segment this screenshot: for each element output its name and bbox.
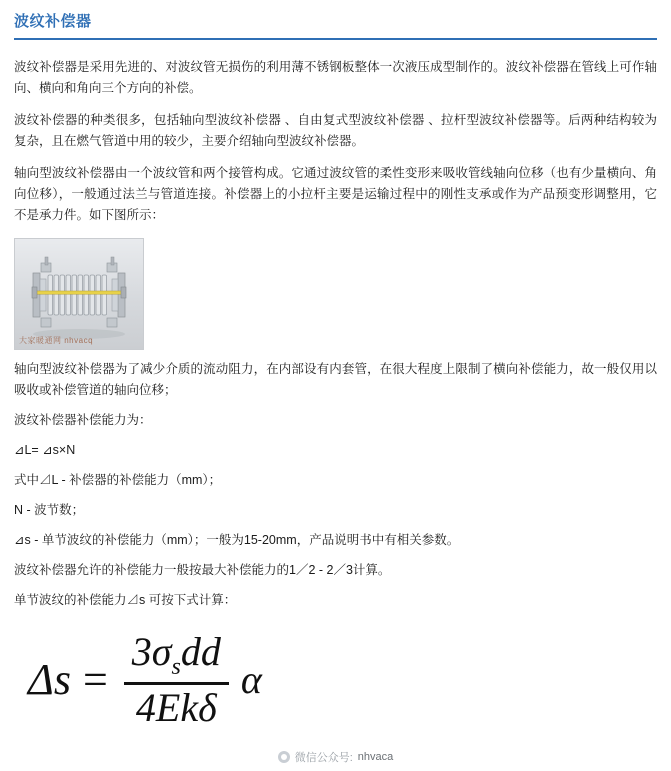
formula-line-1: ⊿L= ⊿s×N bbox=[14, 443, 76, 457]
formula-line-3: N - 波节数； bbox=[14, 503, 85, 517]
page-title: 波纹补偿器 bbox=[14, 13, 92, 30]
paragraph-7: 单节波纹的补偿能力⊿s 可按下式计算： bbox=[14, 593, 237, 607]
paragraph-5: 波纹补偿器补偿能力为： bbox=[14, 413, 152, 427]
equation-fraction bbox=[124, 629, 229, 731]
figure-watermark: 大家暖通网 nhvacq bbox=[19, 336, 94, 345]
equation-numerator-rest: dd bbox=[180, 629, 221, 674]
paragraph-1: 波纹补偿器是采用先进的、对波纹管无损伤的利用薄不锈钢板整体一次液压成型制作的。波纹补偿器在管线上可作轴向、横向和角向三个方向的补偿。 bbox=[14, 60, 657, 95]
paragraph-6: 波纹补偿器允许的补偿能力一般按最大补偿能力的1／2 - 2／3计算。 bbox=[14, 563, 391, 577]
paragraph-3: 轴向型波纹补偿器由一个波纹管和两个接管构成。它通过波纹管的柔性变形来吸收管线轴向位移（也有少量横向、角向位移），一般通过法兰与管道连接。补偿器上的小拉杆主要是运输过程中的刚性支承或作为产品预变形调整用，它不是承力件。如下图所示： bbox=[14, 166, 657, 222]
equation-denominator: 4Ekδ bbox=[135, 684, 217, 730]
title-block bbox=[14, 0, 657, 46]
figure-axial-bellows-compensator bbox=[14, 238, 144, 350]
paragraph-2: 波纹补偿器的种类很多，包括轴向型波纹补偿器 、自由复式型波纹补偿器 、拉杆型波纹补偿器等。后两种结构较为复杂，且在燃气管道中用的较少，主要介绍轴向型波纹补偿器。 bbox=[14, 113, 657, 148]
equation-numerator bbox=[124, 629, 229, 682]
bellows-compensator-illustration bbox=[15, 239, 143, 349]
footer-account-label: 微信公众号: bbox=[294, 752, 353, 764]
footer-watermark bbox=[0, 749, 671, 765]
equation-block bbox=[14, 629, 657, 749]
footer-account-id: nhvaca bbox=[357, 751, 394, 763]
equation-numerator-subscript: s bbox=[171, 654, 181, 680]
equation-lhs: Δs bbox=[28, 654, 71, 704]
wechat-badge-icon bbox=[278, 751, 290, 763]
formula-line-2: 式中⊿L - 补偿器的补偿能力（mm）； bbox=[14, 473, 222, 487]
formula-line-4: ⊿s - 单节波纹的补偿能力（mm）；一般为15-20mm，产品说明书中有相关参数。 bbox=[14, 533, 460, 547]
equation-tail-alpha: α bbox=[240, 656, 262, 702]
title-divider bbox=[14, 38, 657, 40]
equation-equals-sign: = bbox=[82, 654, 108, 704]
paragraph-4: 轴向型波纹补偿器为了减少介质的流动阻力，在内部设有内套管，在很大程度上限制了横向补偿能力，故一般仅用以吸收或补偿管道的轴向位移； bbox=[14, 362, 657, 397]
equation-numerator-main: 3σ bbox=[131, 629, 172, 674]
